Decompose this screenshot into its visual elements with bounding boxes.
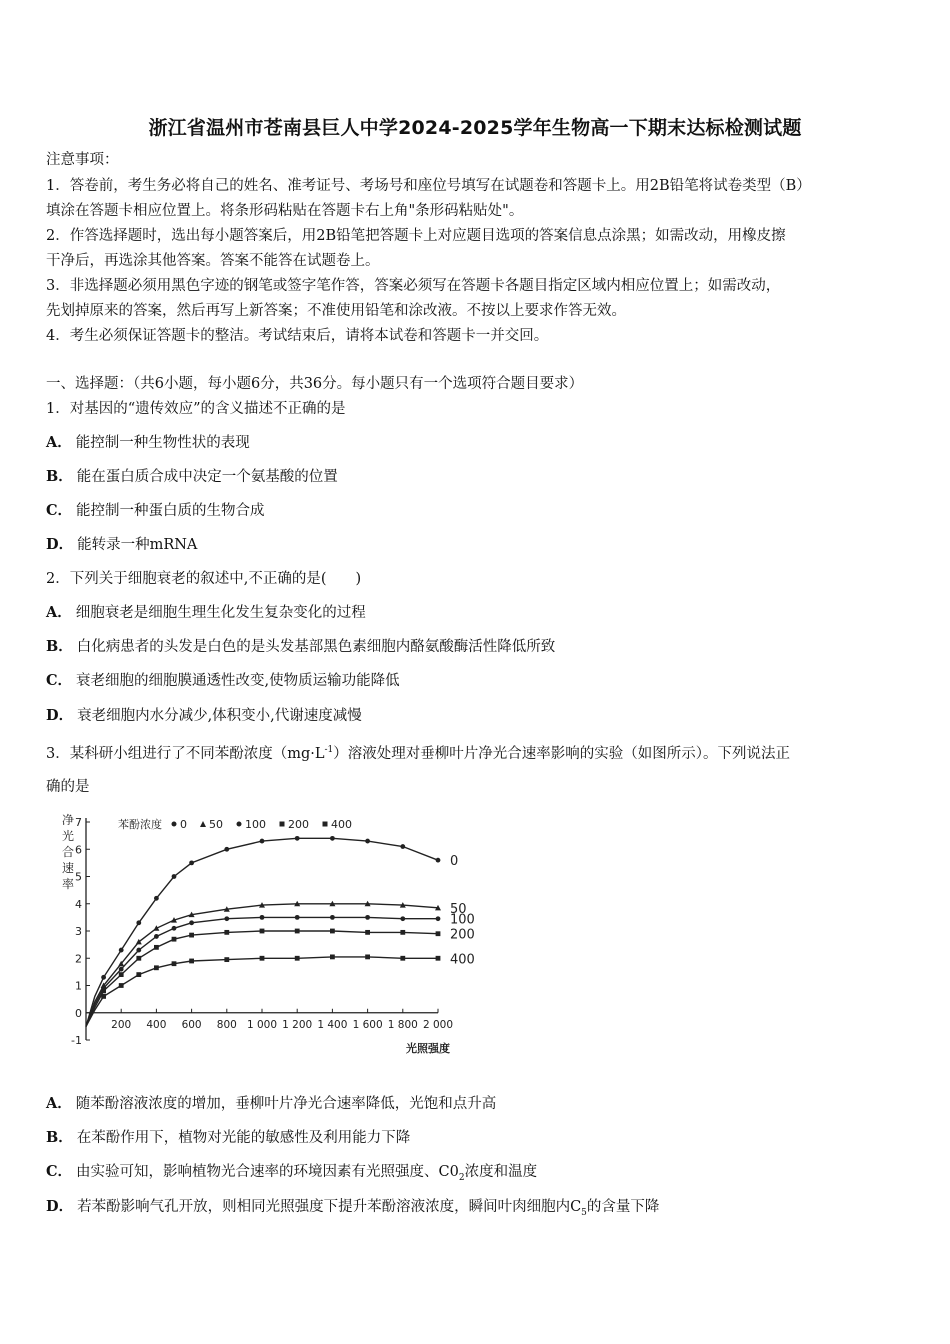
notice-line: 先划掉原来的答案，然后再写上新答案；不准使用铅笔和涂改液。不按以上要求作答无效。: [46, 303, 626, 319]
data-point: [400, 844, 405, 849]
legend-marker: [200, 821, 206, 827]
data-point: [400, 916, 405, 921]
legend-label: 0: [180, 818, 187, 831]
section-heading: 一、选择题：（共6小题，每小题6分，共36分。每小题只有一个选项符合题目要求）: [46, 376, 584, 392]
y-axis-title: 净光合速率: [62, 813, 75, 891]
data-point: [330, 836, 335, 841]
q2-option-b: B． 白化病患者的头发是白色的是头发基部黑色素细胞内酪氨酸酶活性降低所致: [46, 638, 556, 655]
q2-option-d: D． 衰老细胞内水分减少,体积变小,代谢速度减慢: [46, 707, 362, 724]
legend-marker: [323, 822, 328, 827]
data-point: [189, 959, 194, 964]
data-point: [136, 920, 141, 925]
data-point: [330, 915, 335, 920]
notice-line: 1．答卷前，考生务必将自己的姓名、准考证号、考场号和座位号填写在试题卷和答题卡上。用2B铅笔将试卷类型（B）: [46, 178, 811, 194]
data-point: [295, 836, 300, 841]
y-tick-label: 3: [75, 925, 82, 938]
q3-option-d: D． 若苯酚影响气孔开放，则相同光照强度下提升苯酚溶液浓度，瞬间叶肉细胞内$C_5$的含量下降: [46, 1198, 660, 1218]
notice-line: 4．考生必须保证答题卡的整洁。考试结束后，请将本试卷和答题卡一并交回。: [46, 328, 549, 344]
data-point: [172, 874, 177, 879]
series-label: 200: [450, 927, 475, 943]
data-point: [136, 956, 141, 961]
data-point: [172, 926, 177, 931]
x-tick-label: 800: [216, 1018, 237, 1031]
q1-option-a: A． 能控制一种生物性状的表现: [46, 434, 250, 451]
data-point: [224, 847, 229, 852]
data-point: [436, 858, 441, 863]
x-tick-label: 2 000: [422, 1018, 454, 1031]
y-tick-label: 5: [75, 870, 82, 884]
q1-option-c: C． 能控制一种蛋白质的生物合成: [46, 502, 265, 519]
data-point: [295, 915, 300, 920]
x-tick-label: 1 000: [246, 1018, 278, 1031]
q1-option-d: D． 能转录一种mRNA: [46, 536, 198, 553]
x-tick-label: 1 800: [387, 1018, 418, 1031]
data-point: [172, 937, 177, 942]
x-axis-title: 光照强度: [406, 1042, 450, 1055]
notice-line: 填涂在答题卡相应位置上。将条形码粘贴在答题卡右上角"条形码粘贴处"。: [46, 203, 524, 219]
x-tick-label: 400: [146, 1018, 167, 1031]
data-point: [154, 965, 159, 970]
q1-option-b: B． 能在蛋白质合成中决定一个氨基酸的位置: [46, 468, 338, 485]
data-point: [136, 948, 141, 953]
data-point: [189, 933, 194, 938]
data-point: [101, 989, 106, 994]
series-line-400: [86, 957, 438, 1027]
data-point: [365, 930, 370, 935]
y-tick-label: 7: [75, 816, 82, 829]
data-point: [330, 954, 335, 959]
legend-label: 50: [209, 818, 223, 831]
notice-line: 干净后，再选涂其他答案。答案不能答在试题卷上。: [46, 253, 380, 269]
x-tick-label: 1 400: [317, 1018, 348, 1031]
series-label: 100: [450, 912, 475, 928]
data-point: [260, 956, 265, 961]
data-point: [436, 956, 441, 961]
y-tick-label: 2: [75, 952, 82, 966]
data-point: [119, 967, 124, 972]
series-label: 400: [450, 952, 475, 968]
data-point: [154, 896, 159, 901]
chart-lines: [86, 836, 441, 1026]
data-point: [365, 954, 370, 959]
page-title: 浙江省温州市苍南县巨人中学2024-2025学年生物高一下期末达标检测试题: [148, 117, 802, 139]
q3-option-a: A． 随苯酚溶液浓度的增加，垂柳叶片净光合速率降低，光饱和点升高: [46, 1095, 497, 1112]
y-tick-label: 1: [75, 979, 82, 993]
notice-line: 3．非选择题必须用黑色字迹的钢笔或签字笔作答，答案必须写在答题卡各题目指定区域内相应位置上；如需改动，: [46, 278, 781, 294]
legend-marker: [280, 822, 285, 827]
data-point: [260, 839, 265, 844]
data-point: [119, 983, 124, 988]
data-point: [295, 956, 300, 961]
legend-marker: [172, 822, 177, 827]
x-tick-label: 600: [181, 1018, 202, 1031]
y-tick-label: 4: [75, 897, 82, 911]
data-point: [154, 934, 159, 939]
legend-title: 苯酚浓度: [118, 818, 162, 831]
data-point: [101, 994, 106, 999]
x-tick-label: 1 600: [352, 1018, 383, 1031]
data-point: [224, 930, 229, 935]
series-label: 50: [450, 901, 467, 917]
data-point: [400, 930, 405, 935]
data-point: [136, 972, 141, 977]
legend-marker: [237, 822, 242, 827]
legend-label: 100: [245, 818, 266, 831]
q2-option-c: C． 衰老细胞的细胞膜通透性改变,使物质运输功能降低: [46, 672, 400, 689]
data-point: [295, 929, 300, 934]
photosynthesis-chart: [56, 810, 476, 1085]
data-point: [189, 860, 194, 865]
q3-option-c: C． 由实验可知，影响植物光合速率的环境因素有光照强度、$C0_2$浓度和温度: [46, 1163, 538, 1183]
notice-heading: 注意事项：: [46, 152, 119, 168]
series-label: 0: [450, 854, 459, 870]
data-point: [119, 948, 124, 953]
data-point: [260, 929, 265, 934]
data-point: [101, 975, 106, 980]
y-tick-label: 0: [75, 1006, 82, 1020]
legend-label: 200: [288, 818, 309, 831]
x-tick-label: 200: [111, 1018, 132, 1031]
q2-option-a: A． 细胞衰老是细胞生理生化发生复杂变化的过程: [46, 604, 366, 621]
data-point: [436, 931, 441, 936]
y-tick-label: 6: [75, 843, 82, 857]
x-tick-label: 1 200: [282, 1018, 313, 1031]
data-point: [172, 961, 177, 966]
data-point: [189, 920, 194, 925]
data-point: [400, 956, 405, 961]
data-point: [224, 916, 229, 921]
data-point: [154, 945, 159, 950]
q3-stem: 3．某科研小组进行了不同苯酚浓度$(mg\cdot L^{-1})$溶液处理对垂柳叶片净光合速率影响的实验（如图所示）。下列说法正: [46, 745, 791, 762]
data-point: [260, 915, 265, 920]
notice-line: 2．作答选择题时，选出每小题答案后，用2B铅笔把答题卡上对应题目选项的答案信息点涂黑；如需改动，用橡皮擦: [46, 228, 786, 244]
data-point: [224, 957, 229, 962]
data-point: [365, 915, 370, 920]
q2-stem: 2．下列关于细胞衰老的叙述中,不正确的是( ): [46, 571, 362, 587]
q3-stem-continued: 确的是: [46, 779, 90, 795]
legend-label: 400: [331, 818, 352, 831]
data-point: [365, 839, 370, 844]
y-tick-label: -1: [71, 1034, 82, 1047]
data-point: [119, 972, 124, 977]
q3-option-b: B． 在苯酚作用下，植物对光能的敏感性及利用能力下降: [46, 1129, 411, 1146]
data-point: [330, 929, 335, 934]
q1-stem: 1．对基因的“遗传效应”的含义描述不正确的是: [46, 401, 346, 417]
data-point: [436, 916, 441, 921]
